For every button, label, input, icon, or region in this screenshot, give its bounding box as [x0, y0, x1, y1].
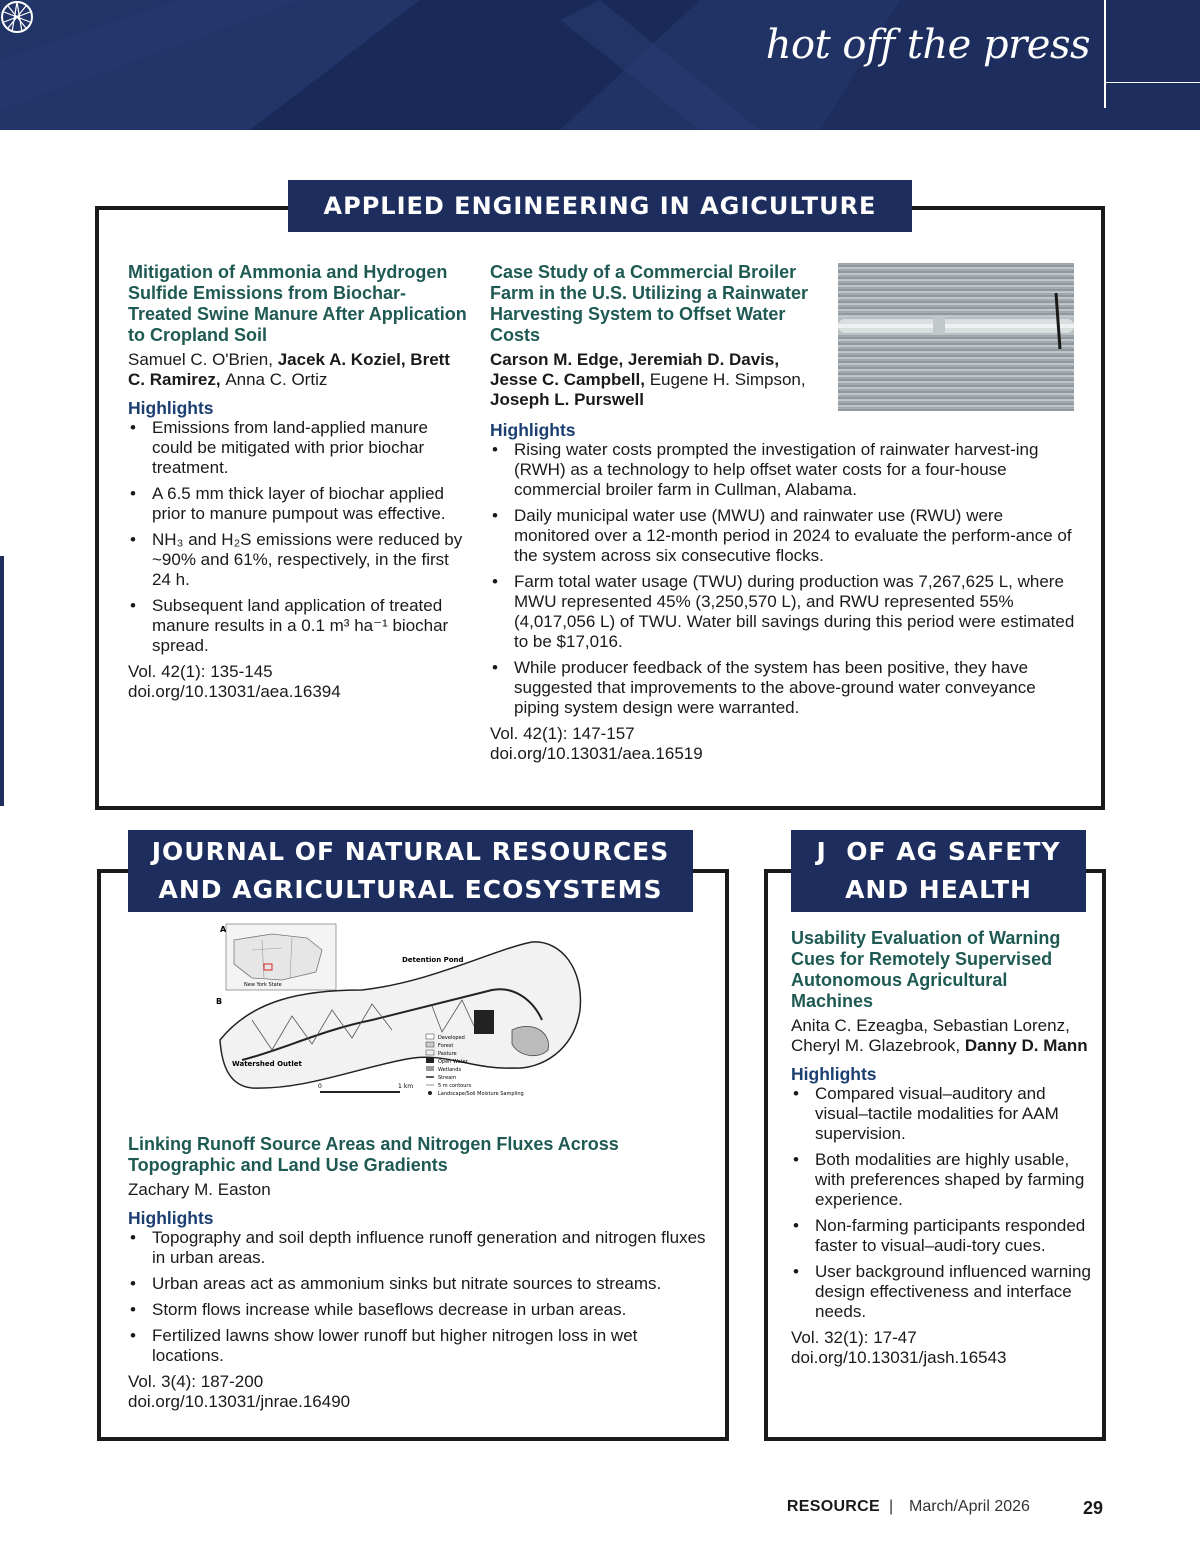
- legend-entry: Open Water: [438, 1059, 468, 1065]
- highlight-item: • NH₃ and H₂S emissions were reduced by ~90% and 61%, respectively, in the first 24 h.: [128, 530, 468, 590]
- highlights-list: [128, 1228, 708, 1366]
- volume: Vol. 32(1): 17-47: [791, 1328, 917, 1347]
- aea-article-1: [128, 262, 468, 702]
- jash-journal-line-2: AND HEALTH: [845, 875, 1032, 904]
- jnrae-journal-line-2: AND AGRICULTURAL ECOSYSTEMS: [158, 875, 663, 904]
- author-group: Jacek A. Koziel, Brett C. Ramirez,: [128, 350, 450, 389]
- page-number: 29: [1083, 1498, 1104, 1518]
- left-accent-bar: [0, 556, 4, 806]
- legend-entry: Forest: [438, 1043, 454, 1049]
- doi-link[interactable]: doi.org/10.13031/aea.16394: [128, 682, 341, 701]
- highlight-item: • Emissions from land-applied manure could be mitigated with prior biochar treatment.: [128, 418, 468, 478]
- jnrae-journal-heading: [128, 830, 693, 912]
- aea-journal-heading: [288, 180, 912, 232]
- highlight-item: • While producer feedback of the system has been positive, they have suggested that improvements to the above-ground water conveyance piping system design were warranted.: [490, 658, 1080, 718]
- aea-article-2-heading: [490, 262, 830, 410]
- aea-article-2-body: [490, 420, 1080, 764]
- jash-journal-line-1: J OF AG SAFETY: [816, 837, 1061, 866]
- author-group: Eugene H. Simpson,: [649, 370, 806, 389]
- highlight-item: • Storm flows increase while baseflows decrease in urban areas.: [128, 1300, 708, 1320]
- article-authors: Zachary M. Easton: [128, 1180, 271, 1199]
- doi-link[interactable]: doi.org/10.13031/jnrae.16490: [128, 1392, 351, 1411]
- volume: Vol. 3(4): 187-200: [128, 1372, 264, 1391]
- article-title: Usability Evaluation of Warning Cues for Remotely Supervised Autonomous Agricultural Machines: [791, 928, 1061, 1011]
- article-authors: [791, 1016, 1091, 1056]
- map-panel-a-label: A: [220, 925, 227, 934]
- highlight-item: • Topography and soil depth influence runoff generation and nitrogen fluxes in urban areas.: [128, 1228, 708, 1268]
- jnrae-journal-line-1: JOURNAL OF NATURAL RESOURCES: [151, 837, 670, 866]
- article-authors: [490, 350, 830, 410]
- highlight-item: • Daily municipal water use (MWU) and rainwater use (RWU) were monitored over a 12-month period in 2024 to evaluate the perform-ance of the system across six consecutive flocks.: [490, 506, 1080, 566]
- highlights-list: [128, 418, 468, 656]
- highlight-item: • Subsequent land application of treated manure results in a 0.1 m³ ha⁻¹ biochar spread.: [128, 596, 468, 656]
- highlights-label: Highlights: [490, 420, 576, 440]
- header-divider-vertical: [1104, 0, 1106, 108]
- highlight-item: • Non-farming participants responded faster to visual–audi-tory cues.: [791, 1216, 1091, 1256]
- highlights-label: Highlights: [128, 1208, 214, 1228]
- highlight-item: • Compared visual–auditory and visual–tactile modalities for AAM supervision.: [791, 1084, 1091, 1144]
- aea-journal-title: APPLIED ENGINEERING IN AGICULTURE: [323, 192, 877, 220]
- legend-entry: Wetlands: [438, 1067, 462, 1073]
- section-title: hot off the press: [765, 22, 1090, 68]
- author-group: Danny D. Mann: [964, 1036, 1088, 1055]
- highlights-list: [791, 1084, 1091, 1322]
- author-group: Joseph L. Purswell: [490, 390, 644, 409]
- map-scale-zero: 0: [318, 1083, 322, 1090]
- map-outlet-label: Watershed Outlet: [232, 1060, 302, 1068]
- map-pond-label: Detention Pond: [402, 956, 464, 964]
- legend-entry: Pasture: [438, 1051, 457, 1057]
- author-group: Anna C. Ortiz: [225, 370, 328, 389]
- jash-article: [791, 928, 1091, 1368]
- article-title: Mitigation of Ammonia and Hydrogen Sulfide Emissions from Biochar-Treated Swine Manure After Application to Cropland Soil: [128, 262, 467, 345]
- legend-entry: Developed: [438, 1035, 465, 1041]
- map-scale-km: 1 km: [398, 1083, 414, 1090]
- doi-link[interactable]: doi.org/10.13031/aea.16519: [490, 744, 703, 763]
- highlight-item: • Both modalities are highly usable, with preferences shaped by farming experience.: [791, 1150, 1091, 1210]
- highlight-item: • User background influenced warning design effectiveness and interface needs.: [791, 1262, 1091, 1322]
- footer-separator: |: [889, 1498, 894, 1515]
- globe-icon: [0, 0, 34, 34]
- highlight-item: • Rising water costs prompted the investigation of rainwater harvest-ing (RWH) as a technology to help offset water costs for a four-house commercial broiler farm in Cullman, Alabama.: [490, 440, 1080, 500]
- volume: Vol. 42(1): 135-145: [128, 662, 273, 681]
- legend-entry: 5 m contours: [438, 1083, 472, 1089]
- author-group: Anita C. Ezeagba, Sebastian Lorenz, Cheryl M. Glazebrook,: [791, 1016, 1070, 1055]
- footer-issue: March/April 2026: [909, 1498, 1030, 1515]
- highlight-item: • Urban areas act as ammonium sinks but nitrate sources to streams.: [128, 1274, 708, 1294]
- highlight-item: • Fertilized lawns show lower runoff but higher nitrogen loss in wet locations.: [128, 1326, 708, 1366]
- header-banner: [0, 0, 1200, 130]
- highlights-label: Highlights: [791, 1064, 877, 1084]
- article-authors: [128, 350, 468, 390]
- highlight-item: • A 6.5 mm thick layer of biochar applied prior to manure pumpout was effective.: [128, 484, 468, 524]
- article-title: Case Study of a Commercial Broiler Farm in the U.S. Utilizing a Rainwater Harvesting System to Offset Water Costs: [490, 262, 809, 345]
- author-group: Carson M. Edge, Jeremiah D. Davis, Jesse C. Campbell,: [490, 350, 780, 389]
- header-divider-horizontal: [1104, 82, 1200, 83]
- highlight-item: • Farm total water usage (TWU) during production was 7,267,625 L, where MWU represented 45% (3,250,570 L), and RWU represented 55% (4,017,056 L) of TWU. Water bill savings during this period were estimated to be $17,016.: [490, 572, 1080, 652]
- volume: Vol. 42(1): 147-157: [490, 724, 635, 743]
- author-group: Samuel C. O'Brien,: [128, 350, 278, 369]
- doi-link[interactable]: doi.org/10.13031/jash.16543: [791, 1348, 1007, 1367]
- watershed-map-figure: [212, 920, 602, 1120]
- jash-journal-heading: [791, 830, 1086, 912]
- highlights-list: [490, 440, 1080, 718]
- map-panel-b-label: B: [216, 997, 223, 1006]
- legend-entry: Stream: [438, 1075, 457, 1081]
- jnrae-article: [128, 1134, 708, 1412]
- rainwater-pipe-photo: [838, 263, 1074, 411]
- legend-entry: Landscape/Soil Moisture Sampling: [438, 1091, 524, 1097]
- map-state-label: New York State: [244, 982, 282, 988]
- article-title: Linking Runoff Source Areas and Nitrogen Fluxes Across Topographic and Land Use Gradients: [128, 1134, 619, 1175]
- footer-brand: RESOURCE: [786, 1498, 880, 1515]
- highlights-label: Highlights: [128, 398, 214, 418]
